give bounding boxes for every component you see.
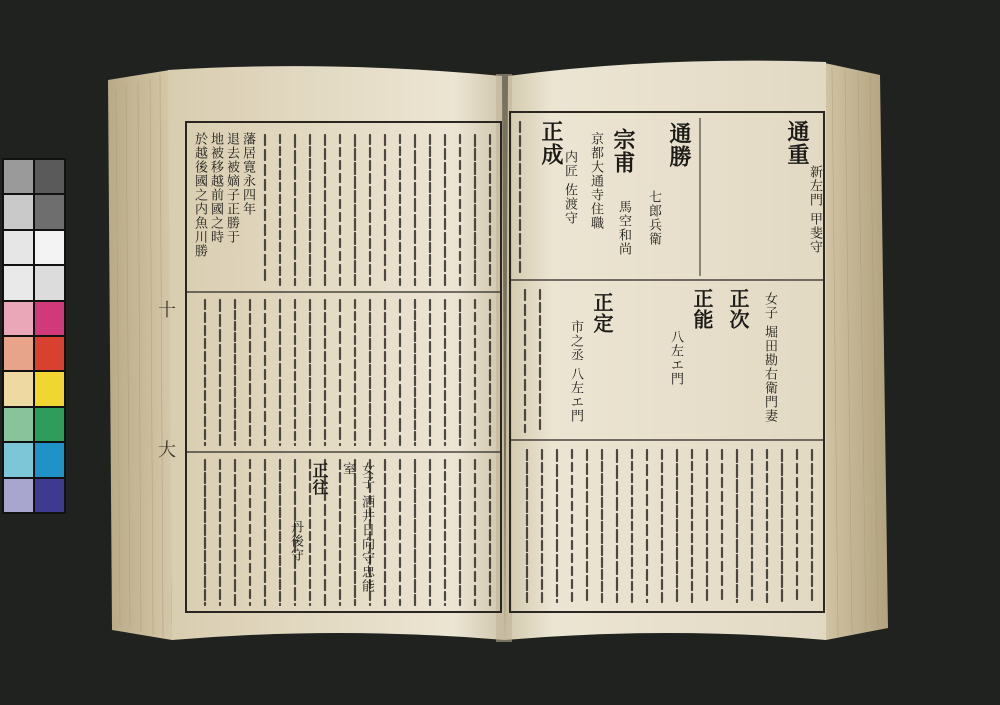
left-column-4: 藩居寛永四年 [240, 132, 255, 216]
detail-7: 市之丞 八左エ門 [568, 320, 583, 424]
heading-1: 通重 [784, 120, 810, 166]
color-swatch [35, 195, 64, 228]
detail-10: 丹後守 [288, 520, 303, 562]
edge-mark-1: 大 [155, 440, 176, 459]
left-column-2: 地被移越前國之時 [208, 132, 223, 244]
heading-4: 正成 [538, 120, 564, 166]
color-swatch [35, 231, 64, 264]
heading-7: 正次 [726, 288, 750, 330]
detail-1: 新左門 甲斐守 [807, 165, 822, 255]
detail-5: 八左エ門 [668, 330, 683, 386]
heading-2: 通勝 [666, 122, 692, 168]
left-column-1: 於越後國之内魚川勝 [192, 132, 207, 258]
heading-6: 正定 [590, 292, 614, 334]
detail-6: 内匠 佐渡守 [562, 150, 577, 226]
color-swatch [4, 302, 33, 335]
edge-mark-2: 十 [155, 300, 176, 319]
color-swatch [4, 266, 33, 299]
detail-3: 馬空和尚 [616, 200, 631, 256]
color-swatch [35, 408, 64, 441]
color-swatch [35, 443, 64, 476]
color-swatch [4, 443, 33, 476]
color-swatch [35, 372, 64, 405]
color-swatch [4, 372, 33, 405]
color-swatch [35, 266, 64, 299]
detail-8: 女子 堀田勘右衛門妻 [762, 292, 777, 424]
color-calibration-card [2, 158, 66, 514]
detail-2: 七郎兵衛 [646, 190, 661, 246]
heading-3: 宗甫 [610, 128, 636, 174]
heading-8: 正往 [310, 462, 329, 496]
right-page-edge [820, 62, 888, 640]
detail-4: 京都大通寺住職 [588, 132, 603, 230]
color-swatch [4, 160, 33, 193]
color-swatch [4, 408, 33, 441]
color-swatch [35, 302, 64, 335]
color-swatch [35, 337, 64, 370]
left-column-3: 退去被嫡子正勝于 [224, 132, 239, 244]
color-swatch [4, 479, 33, 512]
color-swatch [4, 337, 33, 370]
heading-5: 正能 [690, 288, 714, 330]
color-swatch [35, 160, 64, 193]
detail-9: 女子 酒井日向守忠能室 [340, 462, 374, 594]
color-swatch [35, 479, 64, 512]
color-swatch [4, 231, 33, 264]
color-swatch [4, 195, 33, 228]
